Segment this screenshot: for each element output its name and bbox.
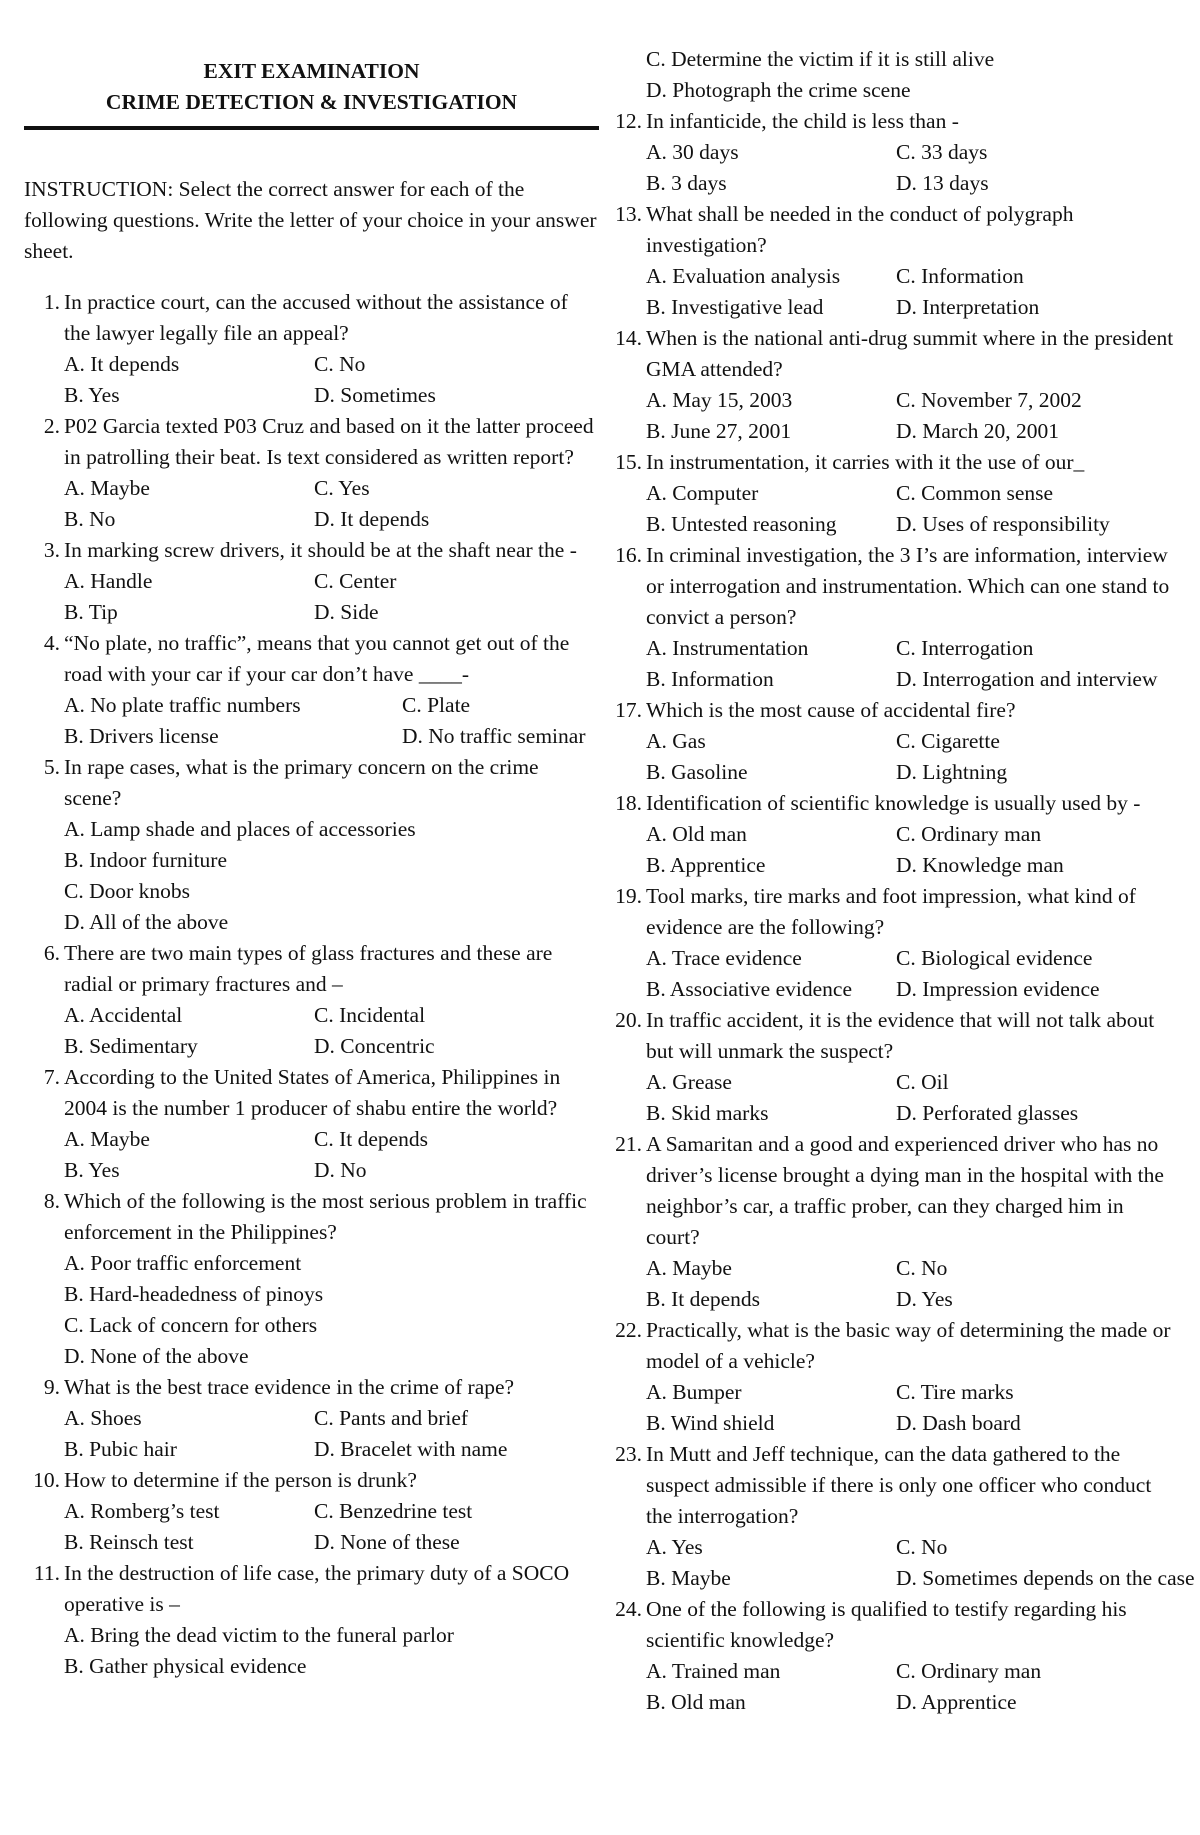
answer-option: C. November 7, 2002 — [896, 388, 1082, 412]
answer-option: A. Trained man — [646, 1659, 781, 1683]
exam-header — [24, 0, 599, 118]
answer-option: B. Information — [646, 667, 774, 691]
answer-option: D. None of these — [314, 1530, 460, 1554]
answer-option: C. Determine the victim if it is still alive — [646, 47, 995, 71]
answer-options — [646, 261, 1181, 323]
answer-option: A. Computer — [646, 481, 759, 505]
answer-options — [646, 819, 1181, 881]
answer-option: C. Common sense — [896, 481, 1054, 505]
question-list-right — [606, 106, 1195, 1718]
answer-option: B. Maybe — [646, 1566, 731, 1590]
answer-option: C. Center — [314, 569, 397, 593]
question-item — [24, 1186, 599, 1372]
answer-option: B. June 27, 2001 — [646, 419, 792, 443]
question-item — [24, 411, 599, 535]
question-text: “No plate, no traffic”, means that you cannot get out of the road with your car if your car don’t have ____- — [64, 631, 570, 686]
answer-option: D. None of the above — [64, 1344, 249, 1368]
answer-option: B. Yes — [64, 1158, 120, 1182]
question-number: 2. — [43, 414, 60, 438]
question-text: In the destruction of life case, the primary duty of a SOCO operative is – — [64, 1561, 570, 1616]
question-item — [606, 788, 1181, 881]
answer-options — [64, 349, 599, 411]
answer-options — [646, 726, 1181, 788]
exam-title: EXIT EXAMINATION — [203, 59, 420, 83]
answer-option: C. Ordinary man — [896, 822, 1042, 846]
answer-option: B. Gather physical evidence — [64, 1654, 307, 1678]
question-text: In traffic accident, it is the evidence that will not talk about but will unmark the suspect? — [646, 1008, 1155, 1063]
answer-option: A. Old man — [646, 822, 747, 846]
answer-option: C. Interrogation — [896, 636, 1034, 660]
question-item — [606, 1315, 1181, 1439]
answer-option: B. Pubic hair — [64, 1437, 177, 1461]
answer-option: C. Benzedrine test — [314, 1499, 473, 1523]
question-item — [606, 1594, 1181, 1718]
question-11-continued — [606, 0, 1181, 106]
question-number: 4. — [43, 631, 60, 655]
question-number: 9. — [43, 1375, 60, 1399]
answer-option: A. Handle — [64, 569, 153, 593]
question-text: In criminal investigation, the 3 I’s are information, interview or interrogation and instrumentation. Which can one stand to convict a person? — [646, 543, 1170, 629]
question-number: 14. — [615, 326, 642, 350]
answer-option: B. Drivers license — [64, 724, 219, 748]
question-text: A Samaritan and a good and experienced driver who has no driver’s license brought a dying man in the hospital with the neighbor’s car, a traffic prober, can they charged him in court? — [646, 1132, 1164, 1249]
answer-option: B. Yes — [64, 383, 120, 407]
question-text: P02 Garcia texted P03 Cruz and based on it the latter proceed in patrolling their beat. Is text considered as written report? — [64, 414, 594, 469]
answer-option: D. Interrogation and interview — [896, 667, 1158, 691]
answer-option: D. Concentric — [314, 1034, 435, 1058]
answer-options — [64, 814, 599, 938]
question-text: In practice court, can the accused without the assistance of the lawyer legally file an appeal? — [64, 290, 568, 345]
answer-option: A. Grease — [646, 1070, 732, 1094]
answer-options — [64, 1124, 599, 1186]
question-text: According to the United States of America, Philippines in 2004 is the number 1 producer of shabu entire the world? — [64, 1065, 561, 1120]
question-item — [606, 447, 1181, 540]
answer-option: A. Instrumentation — [646, 636, 809, 660]
question-item — [24, 938, 599, 1062]
left-column — [24, 0, 599, 1682]
answer-option: A. Maybe — [64, 476, 150, 500]
question-text: Which is the most cause of accidental fire? — [646, 698, 1016, 722]
question-number: 5. — [43, 755, 60, 779]
answer-option: B. Hard-headedness of pinoys — [64, 1282, 324, 1306]
question-number: 3. — [43, 538, 60, 562]
question-number: 10. — [33, 1468, 60, 1492]
answer-option: D. Interpretation — [896, 295, 1040, 319]
question-number: 18. — [615, 791, 642, 815]
question-text: Identification of scientific knowledge is usually used by - — [646, 791, 1141, 815]
answer-option: A. Poor traffic enforcement — [64, 1251, 302, 1275]
answer-option: B. Sedimentary — [64, 1034, 198, 1058]
question-number: 12. — [615, 109, 642, 133]
answer-options — [646, 137, 1181, 199]
answer-option: D. Dash board — [896, 1411, 1021, 1435]
answer-option: D. Uses of responsibility — [896, 512, 1110, 536]
answer-option: D. Photograph the crime scene — [646, 78, 911, 102]
question-item — [24, 1062, 599, 1186]
question-item — [606, 1005, 1181, 1129]
answer-option: D. Lightning — [896, 760, 1008, 784]
answer-option: D. All of the above — [64, 910, 229, 934]
answer-options — [64, 1620, 599, 1682]
answer-options — [646, 478, 1181, 540]
question-item — [606, 106, 1181, 199]
answer-option: A. Trace evidence — [646, 946, 802, 970]
answer-option: A. Evaluation analysis — [646, 264, 841, 288]
answer-option: B. Untested reasoning — [646, 512, 837, 536]
question-number: 20. — [615, 1008, 642, 1032]
answer-option: C. Lack of concern for others — [64, 1313, 318, 1337]
question-item — [606, 881, 1181, 1005]
question-item — [606, 695, 1181, 788]
answer-option: B. Skid marks — [646, 1101, 769, 1125]
question-number: 22. — [615, 1318, 642, 1342]
answer-options — [646, 1377, 1181, 1439]
answer-option: B. 3 days — [646, 171, 727, 195]
answer-option: C. Pants and brief — [314, 1406, 469, 1430]
answer-option: B. Wind shield — [646, 1411, 775, 1435]
question-text: One of the following is qualified to testify regarding his scientific knowledge? — [646, 1597, 1127, 1652]
answer-option: C. Oil — [896, 1070, 949, 1094]
question-number: 17. — [615, 698, 642, 722]
question-item — [24, 628, 599, 752]
answer-option: D. Impression evidence — [896, 977, 1100, 1001]
answer-option: D. It depends — [314, 507, 430, 531]
question-text: When is the national anti-drug summit where in the president GMA attended? — [646, 326, 1174, 381]
answer-option: D. Yes — [896, 1287, 953, 1311]
answer-option: A. Bring the dead victim to the funeral parlor — [64, 1623, 454, 1647]
exam-subtitle: CRIME DETECTION & INVESTIGATION — [105, 90, 518, 114]
question-number: 24. — [615, 1597, 642, 1621]
question-item — [606, 199, 1181, 323]
answer-option: D. Sometimes depends on the case — [896, 1566, 1195, 1590]
question-text: How to determine if the person is drunk? — [64, 1468, 417, 1492]
instruction-text: INSTRUCTION: Select the correct answer for each of the following questions. Write the letter of your choice in your answer sheet. — [24, 177, 597, 263]
answer-option: A. 30 days — [646, 140, 739, 164]
answer-options — [646, 1656, 1181, 1718]
answer-option: C. Information — [896, 264, 1024, 288]
answer-option: B. Old man — [646, 1690, 746, 1714]
question-number: 16. — [615, 543, 642, 567]
answer-option: C. Ordinary man — [896, 1659, 1042, 1683]
answer-options — [64, 1496, 599, 1558]
answer-option: B. Gasoline — [646, 760, 748, 784]
question-item — [24, 287, 599, 411]
question-number: 13. — [615, 202, 642, 226]
answer-option: A. Lamp shade and places of accessories — [64, 817, 416, 841]
answer-option: C. Tire marks — [896, 1380, 1014, 1404]
answer-option: A. Shoes — [64, 1406, 142, 1430]
answer-option: D. 13 days — [896, 171, 989, 195]
answer-option: D. Perforated glasses — [896, 1101, 1079, 1125]
answer-option: C. No — [314, 352, 366, 376]
question-list-left — [24, 287, 599, 1682]
question-number: 23. — [615, 1442, 642, 1466]
answer-option: C. Biological evidence — [896, 946, 1093, 970]
answer-option: A. No plate traffic numbers — [64, 693, 301, 717]
answer-option: B. Apprentice — [646, 853, 766, 877]
answer-option: D. Apprentice — [896, 1690, 1017, 1714]
question-text: What shall be needed in the conduct of polygraph investigation? — [646, 202, 1074, 257]
answer-options — [646, 1253, 1181, 1315]
answer-options — [64, 690, 599, 752]
answer-option: C. No — [896, 1535, 948, 1559]
question-item — [606, 1439, 1195, 1594]
answer-options — [64, 473, 599, 535]
answer-option: B. Indoor furniture — [64, 848, 228, 872]
answer-option: D. No traffic seminar — [402, 724, 586, 748]
question-item — [24, 1465, 599, 1558]
answer-option: B. No — [64, 507, 116, 531]
answer-option: D. Side — [314, 600, 379, 624]
question-item — [24, 1558, 599, 1682]
answer-option: A. Yes — [646, 1535, 703, 1559]
answer-option: A. Gas — [646, 729, 706, 753]
question-text: In rape cases, what is the primary concern on the crime scene? — [64, 755, 539, 810]
question-item — [606, 1129, 1181, 1315]
answer-option: D. March 20, 2001 — [896, 419, 1060, 443]
answer-option: A. Maybe — [64, 1127, 150, 1151]
header-divider — [24, 126, 599, 130]
question-item — [24, 535, 599, 628]
answer-option: B. It depends — [646, 1287, 761, 1311]
answer-option: C. Incidental — [314, 1003, 426, 1027]
question-text: What is the best trace evidence in the crime of rape? — [64, 1375, 515, 1399]
answer-options — [646, 943, 1181, 1005]
answer-option: A. Accidental — [64, 1003, 183, 1027]
question-text: In Mutt and Jeff technique, can the data gathered to the suspect admissible if there is only one officer who conduct the interrogation? — [646, 1442, 1152, 1528]
answer-option: D. Knowledge man — [896, 853, 1064, 877]
question-item — [24, 752, 599, 938]
answer-option: A. Bumper — [646, 1380, 742, 1404]
question-text: Tool marks, tire marks and foot impression, what kind of evidence are the following? — [646, 884, 1136, 939]
answer-options — [64, 566, 599, 628]
question-text: In marking screw drivers, it should be at the shaft near the - — [64, 538, 577, 562]
question-number: 11. — [33, 1561, 60, 1585]
answer-option: A. Romberg’s test — [64, 1499, 220, 1523]
answer-option: B. Reinsch test — [64, 1530, 194, 1554]
question-number: 19. — [615, 884, 642, 908]
question-item — [24, 1372, 599, 1465]
answer-option: B. Associative evidence — [646, 977, 852, 1001]
answer-option: A. Maybe — [646, 1256, 732, 1280]
question-number: 7. — [43, 1065, 60, 1089]
question-text: In infanticide, the child is less than - — [646, 109, 959, 133]
answer-option: C. Cigarette — [896, 729, 1000, 753]
answer-option: C. 33 days — [896, 140, 988, 164]
answer-options — [64, 1248, 599, 1372]
answer-option: C. It depends — [314, 1127, 429, 1151]
question-number: 1. — [43, 290, 60, 314]
question-number: 6. — [43, 941, 60, 965]
question-text: Practically, what is the basic way of determining the made or model of a vehicle? — [646, 1318, 1171, 1373]
answer-option: B. Investigative lead — [646, 295, 824, 319]
answer-option: B. Tip — [64, 600, 118, 624]
question-text: There are two main types of glass fractures and these are radial or primary fractures and – — [64, 941, 553, 996]
answer-option: C. No — [896, 1256, 948, 1280]
question-number: 21. — [615, 1132, 642, 1156]
answer-option: A. May 15, 2003 — [646, 388, 793, 412]
answer-option: A. It depends — [64, 352, 180, 376]
answer-options — [646, 633, 1181, 695]
answer-option: D. Bracelet with name — [314, 1437, 508, 1461]
answer-option: C. Door knobs — [64, 879, 191, 903]
question-text: In instrumentation, it carries with it the use of our_ — [646, 450, 1085, 474]
question-item — [606, 323, 1181, 447]
answer-option: D. No — [314, 1158, 367, 1182]
answer-option: D. Sometimes — [314, 383, 436, 407]
question-number: 15. — [615, 450, 642, 474]
answer-options — [646, 1532, 1195, 1594]
answer-option: C. Plate — [402, 693, 471, 717]
question-item — [606, 540, 1181, 695]
answer-options — [646, 385, 1181, 447]
answer-options — [64, 1000, 599, 1062]
question-text: Which of the following is the most serious problem in traffic enforcement in the Philippines? — [64, 1189, 587, 1244]
answer-options — [646, 1067, 1181, 1129]
question-number: 8. — [43, 1189, 60, 1213]
right-column — [606, 0, 1195, 1718]
answer-options — [64, 1403, 599, 1465]
answer-option: C. Yes — [314, 476, 370, 500]
